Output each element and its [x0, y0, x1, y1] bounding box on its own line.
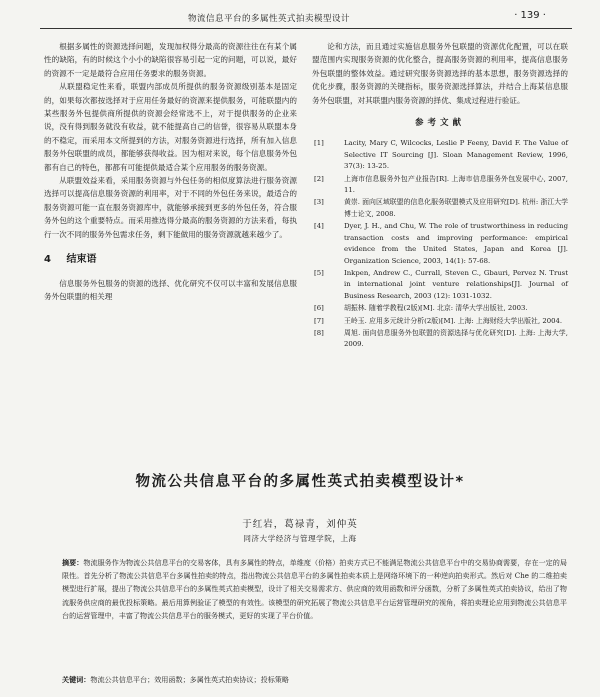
reference-item: [312, 328, 568, 351]
references-heading: 参考文献: [414, 118, 465, 129]
reference-text: Inkpen, Andrew C., Currall, Steven C., Gbauri, Pervez N. Trust in international joint venture relationships[J]. Journal of Business Research, 2003 (12): 1031-1032.: [344, 268, 568, 300]
abstract: [62, 556, 567, 622]
reference-number: [8]: [314, 328, 324, 337]
reference-number: [6]: [314, 304, 324, 313]
reference-item: [312, 138, 568, 172]
reference-number: [1]: [314, 139, 324, 148]
body-paragraph: 论和方法，而且通过实施信息服务外包联盟的资源优化配置，可以在联盟范围内实现服务资源的优化整合，提高服务资源的利用率，提高信息服务外包联盟的整体效益。通过研究服务资源选择的基本思想，服务资源选择的优化步骤，服务资源的关键指标，服务资源选择算法，并结合上海某信息服务外包联盟，对其联盟内服务资源的择优、集成过程进行验证。: [312, 42, 568, 105]
article-affiliation: 同济大学经济与管理学院，上海: [243, 534, 357, 543]
body-paragraph: 根据多属性的资源选择问题，发现加权得分最高的资源往往在有某个属性的缺陷，有的时候这个小小的缺陷很容易引起一定的问题，可以说，最好的资源不一定是最符合应用任务要求的服务资源。: [44, 42, 297, 78]
body-paragraph: 从联盟稳定性来看，联盟内部成员所提供的服务资源级别基本是固定的，如果每次都按选择对于应用任务最好的资源来提供服务，可能联盟内的某些服务外包提供商所提供的资源会经常选不上，对于提供服务的企业来说，没有得到服务就没有收益，就不能提高自己的信誉，很容易从联盟本身的不稳定，而采用本文所提到的方法，对服务资源进行选择，所有加入信息服务外包联盟的成员，都能够获得收益。因为相对来说，每个信息服务外包都有自己的特色，都都有可能提供最适合某个应用服务的服务资源。: [44, 82, 297, 172]
reference-text: Lacity, Mary C, Wilcocks, Leslie P Feeny, David F. The Value of Selective IT Sourcing [J]. Sloan Management Review, 1996, 37(3): 13-25.: [344, 139, 568, 171]
conclusion-paragraph: 信息服务外包服务的资源的选择、优化研究不仅可以丰富和发展信息服务外包联盟的相关理: [44, 278, 297, 301]
abstract-label: 摘要：: [62, 558, 84, 567]
section-number: 4: [44, 254, 51, 266]
keywords-label: 关键词：: [62, 675, 91, 684]
reference-number: [4]: [314, 222, 324, 231]
reference-text: 黄崇. 面向区域联盟的信息化服务联盟模式及应用研究[D]. 杭州: 浙江大学博士论文, 2008.: [344, 198, 568, 218]
running-header: [40, 8, 572, 29]
article-title: 物流公共信息平台的多属性英式拍卖模型设计*: [135, 474, 465, 490]
reference-text: 上海市信息服务外包产业报告[R]. 上海市信息服务外包发展中心, 2007, 11.: [344, 174, 568, 195]
reference-list: [312, 138, 568, 350]
left-column: [44, 40, 297, 303]
reference-item: [312, 174, 568, 197]
abstract-text: 物流服务作为物流公共信息平台的交易客体，具有多属性的特点，单维度（价格）拍卖方式已不能满足物流公共信息平台中的交易协商需要，存在一定的局限性。首先分析了物流公共信息平台多属性拍卖的特点，指出物流公共信息平台的多属性拍卖本质上是网络环境下的一种逆向拍卖形式。然后对 Che 的二维拍卖模型进行扩展，提出了物流公共信息平台的多属性英式拍卖模型，设计了相关交易需求方、供应商的效用函数和评分函数，分析了多属性英式拍卖协议，给出了物流服务供应商的最优投标策略。最后用算例验证了模型的有效性。该模型的研究拓展了物流公共信息平台运营管理研究的视角，将拍卖理论应用到物流公共信息平台的运营管理中，丰富了物流公共信息平台的服务模式，更好的实现了平台价值。: [62, 558, 567, 620]
reference-text: 王岭玉. 应用多元统计分析(2版)[M]. 上海: 上海财经大学出版社, 2004.: [344, 316, 563, 325]
reference-item: [312, 316, 568, 327]
reference-number: [3]: [314, 198, 324, 207]
reference-number: [7]: [314, 316, 324, 325]
reference-item: [312, 221, 568, 267]
page-number: · 139 ·: [514, 10, 546, 21]
article-authors: 于红岩，葛禄青，刘仲英: [242, 519, 358, 530]
section-heading: [44, 253, 297, 266]
reference-item: [312, 303, 568, 314]
right-column: [312, 40, 568, 352]
running-header-title: 物流信息平台的多属性英式拍卖模型设计: [188, 14, 351, 24]
reference-text: 周旭. 面向信息服务外包联盟的资源选择与优化研究[D]. 上海: 上海大学, 2009.: [344, 328, 568, 349]
reference-number: [5]: [314, 268, 324, 277]
reference-item: [312, 268, 568, 302]
reference-item: [312, 197, 568, 220]
section-title: 结束语: [66, 254, 97, 266]
keywords-text: 物流公共信息平台；效用函数；多属性英式拍卖协议；投标策略: [90, 675, 289, 684]
keywords: [62, 674, 567, 686]
reference-text: Dyer, J. H., and Chu, W. The role of trustworthiness in reducing transaction costs and improving performance: empirical evidence from the United States, Japan and Korea [J]. Organization Science, 2003, 14(1): 57-68.: [344, 222, 568, 265]
reference-text: 胡振林. 随着学教程(2版)[M]. 北京: 清华大学出版社, 2003.: [344, 304, 528, 313]
reference-number: [2]: [314, 174, 324, 183]
body-paragraph: 从联盟效益来看，采用服务资源与外包任务的相似度算法进行服务资源选择可以提高信息服务资源的利用率，对于不同的外包任务来说，最适合的服务资源可能一直在服务资源库中，就能够承接到更多的外包任务，符合服务外包的这个重要特点。而采用推选得分最高的服务资源的方法来看，每执行一次不同的服务外包需求任务，剩下能做用的服务资源就越来越少了。: [44, 176, 297, 239]
